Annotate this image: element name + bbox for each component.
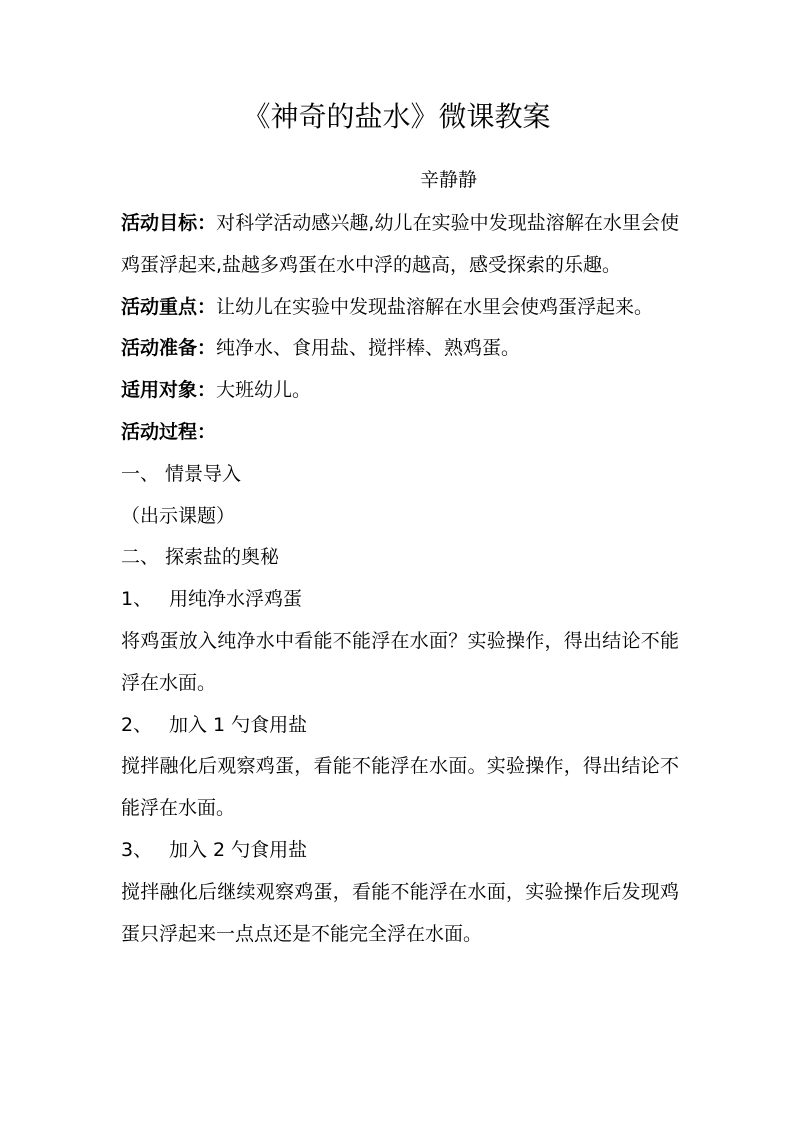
step-1-text: 将鸡蛋放入纯净水中看能不能浮在水面？实验操作，得出结论不能浮在水面。 xyxy=(121,629,679,694)
activity-process-heading: 活动过程： xyxy=(121,420,217,443)
step-3-text: 搅拌融化后继续观察鸡蛋，看能不能浮在水面，实验操作后发现鸡蛋只浮起来一点点还是不能完全浮在水面。 xyxy=(121,880,679,945)
prep-text: 纯净水、食用盐、搅拌棒、熟鸡蛋。 xyxy=(216,337,521,360)
step-2-title: 加入 1 勺食用盐 xyxy=(169,713,308,736)
step-2-number: 2、 xyxy=(121,713,153,736)
step-3-title: 加入 2 勺食用盐 xyxy=(169,838,308,861)
step-1-heading xyxy=(121,579,679,621)
target-text: 大班幼儿。 xyxy=(216,379,312,402)
step-1-title: 用纯净水浮鸡蛋 xyxy=(169,588,303,611)
section-1-heading: 一、 情景导入 xyxy=(121,462,242,485)
focus-text: 让幼儿在实验中发现盐溶解在水里会使鸡蛋浮起来。 xyxy=(216,295,654,318)
goal-label: 活动目标： xyxy=(121,212,217,234)
step-3-heading xyxy=(121,830,679,872)
target-label: 适用对象： xyxy=(121,379,217,402)
focus-label: 活动重点： xyxy=(121,295,217,318)
document-title: 《神奇的盐水》微课教案 xyxy=(242,100,551,133)
activity-target xyxy=(121,370,679,412)
activity-focus xyxy=(121,287,679,329)
author-name: 辛静静 xyxy=(420,169,478,191)
document-body xyxy=(121,203,679,955)
activity-prep xyxy=(121,328,679,370)
step-3-number: 3、 xyxy=(121,838,153,861)
goal-text: 对科学活动感兴趣,幼儿在实验中发现盐溶解在水里会使鸡蛋浮起来,盐越多鸡蛋在水中浮的越高，感受探索的乐趣。 xyxy=(121,212,679,276)
step-2-heading xyxy=(121,705,679,747)
activity-goal xyxy=(121,203,679,287)
section-2-heading: 二、 探索盐的奥秘 xyxy=(121,546,280,569)
step-2-text: 搅拌融化后观察鸡蛋，看能不能浮在水面。实验操作，得出结论不能浮在水面。 xyxy=(121,755,679,820)
prep-label: 活动准备： xyxy=(121,337,217,360)
step-1-number: 1、 xyxy=(121,588,153,611)
section-1-note: （出示课题） xyxy=(121,504,236,527)
